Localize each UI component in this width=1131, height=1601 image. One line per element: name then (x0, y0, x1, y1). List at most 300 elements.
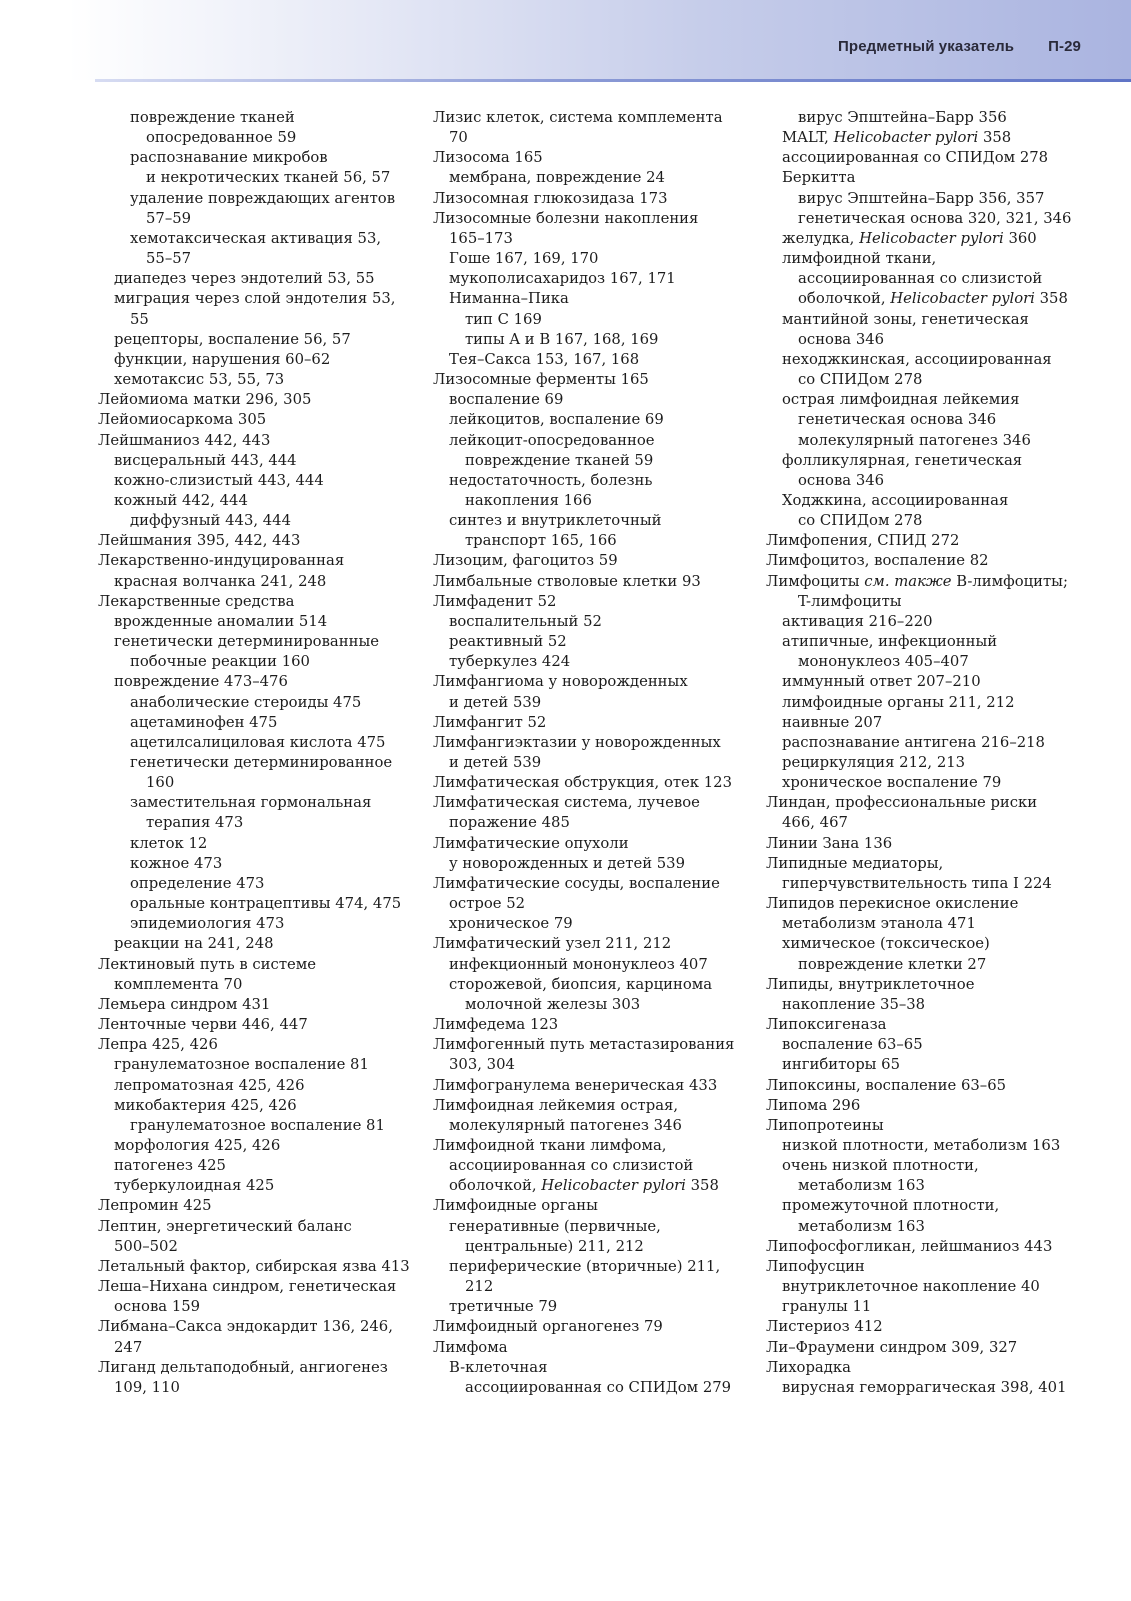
index-subentry (433, 410, 751, 430)
entry-text: мантийной зоны, генетическая (782, 310, 1029, 328)
index-subentry (433, 249, 751, 269)
entry-text: ассоциированная со слизистой (449, 1157, 694, 1175)
entry-text: Лизис клеток, система комплемента (433, 109, 723, 126)
entry-text: Лепромин 425 (98, 1197, 212, 1215)
entry-text: оболочкой, (449, 1177, 542, 1195)
entry-text: рецепторы, воспаление 56, 57 (114, 330, 351, 348)
entry-text: туберкулез 424 (449, 653, 571, 671)
entry-text: Лейомиома матки 296, 305 (98, 391, 312, 409)
entry-text: повреждение тканей 59 (465, 451, 654, 469)
entry-text: патогенез 425 (114, 1157, 226, 1175)
entry-text: Лизоцим, фагоцитоз 59 (433, 552, 618, 570)
index-subentry (98, 269, 416, 289)
entry-text: красная волчанка 241, 248 (114, 572, 327, 590)
index-subentry (98, 209, 416, 229)
entry-text: Тея–Сакса 153, 167, 168 (449, 350, 640, 368)
index-entry (433, 370, 751, 390)
index-subentry (98, 652, 416, 672)
index-subentry (766, 229, 1096, 249)
index-subentry (98, 854, 416, 874)
entry-text: опосредованное 59 (146, 129, 297, 147)
entry-text: комплемента 70 (114, 975, 243, 993)
entry-text: определение 473 (130, 874, 265, 892)
index-subentry (766, 350, 1096, 370)
index-entry (433, 793, 751, 813)
index-subentry (766, 209, 1096, 229)
index-entry (433, 1096, 751, 1116)
entry-text: Липофосфогликан, лейшманиоз 443 (766, 1237, 1053, 1255)
index-subentry (766, 1378, 1096, 1398)
index-subentry (766, 1156, 1096, 1176)
index-entry (766, 551, 1096, 571)
entry-text: врожденные аномалии 514 (114, 612, 328, 630)
entry-text: метаболизм 163 (798, 1217, 925, 1235)
index-subentry (98, 632, 416, 652)
entry-text: Лимфатический узел 211, 212 (433, 935, 672, 953)
index-subentry (98, 874, 416, 894)
index-subentry (98, 148, 416, 168)
entry-text-after: 358 (1034, 290, 1068, 308)
entry-text: Липоксигеназа (766, 1016, 887, 1034)
index-entry (98, 995, 416, 1015)
entry-text: вирусная геморрагическая 398, 401 (782, 1378, 1067, 1396)
index-subentry (98, 1096, 416, 1116)
index-subentry (433, 854, 751, 874)
index-subentry (98, 975, 416, 995)
entry-text: 212 (465, 1278, 494, 1296)
index-subentry (766, 733, 1096, 753)
entry-text: Лимбальные стволовые клетки 93 (433, 572, 701, 590)
entry-text: Лейшмания 395, 442, 443 (98, 532, 301, 550)
entry-text: распознавание антигена 216–218 (782, 733, 1045, 751)
entry-text: синтез и внутриклеточный (449, 512, 662, 530)
entry-text: 500–502 (114, 1237, 178, 1255)
index-subentry (766, 491, 1096, 511)
index-subentry (766, 451, 1096, 471)
index-subentry (433, 128, 751, 148)
entry-text: Лизосомная глюкозидаза 173 (433, 189, 668, 207)
index-entry (766, 793, 1096, 813)
index-subentry (98, 1136, 416, 1156)
index-subentry (766, 128, 1096, 148)
index-subentry (433, 269, 751, 289)
entry-text: 57–59 (146, 209, 192, 227)
entry-text: Лимфатическая система, лучевое (433, 794, 700, 812)
entry-text: и детей 539 (449, 754, 542, 771)
index-subentry (433, 1358, 751, 1378)
index-subentry (433, 894, 751, 914)
index-subentry (433, 1176, 751, 1196)
entry-text: Лимфангиэктазии у новорожденных (433, 733, 721, 751)
entry-text: очень низкой плотности, (782, 1157, 979, 1175)
entry-text: ацетаминофен 475 (130, 713, 278, 731)
entry-text: хемотаксис 53, 55, 73 (114, 371, 285, 389)
index-entry (433, 713, 751, 733)
index-entry (433, 1338, 751, 1358)
entry-text: Лептин, энергетический баланс (98, 1217, 352, 1235)
entry-text: ассоциированная со СПИДом 278 (782, 149, 1049, 167)
entry-text: внутриклеточное накопление 40 (782, 1278, 1040, 1296)
entry-text: Лимфатическая обструкция, отек 123 (433, 774, 732, 792)
index-entry (98, 551, 416, 571)
entry-text: основа 346 (798, 330, 885, 348)
entry-text-after: B-лимфоциты; (951, 572, 1068, 590)
entry-text: побочные реакции 160 (130, 653, 310, 671)
entry-text: заместительная гормональная (130, 794, 372, 812)
page-number: П-29 (1048, 38, 1081, 55)
index-subentry (98, 934, 416, 954)
entry-text: кожный 442, 444 (114, 491, 248, 509)
entry-text: кожно-слизистый 443, 444 (114, 471, 324, 489)
entry-text: наивные 207 (782, 713, 883, 731)
index-subentry (433, 1297, 751, 1317)
index-subentry (98, 471, 416, 491)
entry-italic-text: см. также (864, 572, 952, 590)
header-rule (95, 79, 1131, 82)
index-subentry (98, 310, 416, 330)
entry-text: Лейомиосаркома 305 (98, 411, 267, 429)
entry-text: лепроматозная 425, 426 (114, 1076, 305, 1094)
entry-text: хроническое 79 (449, 915, 573, 933)
entry-text: Лейшманиоз 442, 443 (98, 431, 271, 449)
entry-text: рециркуляция 212, 213 (782, 754, 966, 771)
index-subentry (433, 390, 751, 410)
entry-text: Лимфогенный путь метастазирования (433, 1036, 735, 1054)
index-entry (766, 531, 1096, 551)
index-entry (766, 1358, 1096, 1378)
entry-text: со СПИДом 278 (798, 371, 923, 389)
entry-text: Линдан, профессиональные риски (766, 794, 1038, 812)
index-subentry (433, 1237, 751, 1257)
index-subentry (766, 753, 1096, 773)
index-entry (433, 592, 751, 612)
index-entry (433, 934, 751, 954)
index-entry (98, 1277, 416, 1297)
entry-text: генетически детерминированное (130, 754, 393, 771)
index-subentry (98, 713, 416, 733)
index-subentry (98, 834, 416, 854)
entry-text: Лимфоидный органогенез 79 (433, 1318, 663, 1336)
index-subentry (433, 471, 751, 491)
entry-text: лимфоидной ткани, (782, 250, 937, 268)
entry-text: миграция через слой эндотелия 53, (114, 290, 396, 308)
entry-text: генетическая основа 320, 321, 346 (798, 209, 1072, 227)
entry-text-after: 360 (1003, 229, 1037, 247)
running-header (838, 38, 1081, 55)
entry-text: Ходжкина, ассоциированная (782, 491, 1009, 509)
entry-text: ассоциированная со слизистой (798, 270, 1043, 288)
entry-text: 109, 110 (114, 1378, 180, 1396)
index-subentry (766, 410, 1096, 430)
entry-text: Лимфоидной ткани лимфома, (433, 1136, 667, 1154)
index-subentry (433, 1277, 751, 1297)
entry-text: атипичные, инфекционный (782, 633, 998, 651)
entry-text: у новорожденных и детей 539 (449, 854, 686, 872)
entry-text-after: 358 (978, 129, 1012, 147)
entry-text: морфология 425, 426 (114, 1136, 281, 1154)
entry-text: мембрана, повреждение 24 (449, 169, 665, 187)
entry-text: желудка, (782, 229, 860, 247)
entry-text: Липома 296 (766, 1096, 861, 1114)
index-entry (433, 1196, 751, 1216)
index-subentry (98, 753, 416, 773)
entry-text: мукополисахаридоз 167, 171 (449, 270, 676, 288)
index-subentry (98, 693, 416, 713)
entry-italic-text: Helicobacter pylori (541, 1177, 686, 1195)
index-subentry (766, 1196, 1096, 1216)
index-subentry (433, 975, 751, 995)
entry-text: лейкоцит-опосредованное (449, 431, 655, 449)
entry-text: Либмана–Сакса эндокардит 136, 246, (98, 1318, 393, 1336)
entry-text: транспорт 165, 166 (465, 532, 617, 550)
index-entry (98, 1257, 416, 1277)
index-entry (433, 1136, 751, 1156)
entry-text: накопления 166 (465, 491, 592, 509)
entry-text: повреждение тканей (130, 109, 295, 126)
entry-text: вирус Эпштейна–Барр 356 (798, 109, 1007, 126)
entry-text: анаболические стероиды 475 (130, 693, 362, 711)
index-subentry (766, 431, 1096, 451)
index-entry (433, 189, 751, 209)
entry-text: удаление повреждающих агентов (130, 189, 396, 207)
entry-text: центральные) 211, 212 (465, 1237, 644, 1255)
entry-text: 70 (449, 129, 468, 147)
entry-text: Лекарственные средства (98, 592, 295, 610)
entry-text: молекулярный патогенез 346 (798, 431, 1031, 449)
entry-text: основа 346 (798, 471, 885, 489)
index-subentry (98, 108, 416, 128)
entry-text: основа 159 (114, 1298, 201, 1316)
entry-text: Беркитта (782, 169, 856, 187)
index-subentry (98, 1237, 416, 1257)
index-subentry (766, 511, 1096, 531)
entry-text: сторожевой, биопсия, карцинома (449, 975, 713, 993)
index-subentry (98, 1176, 416, 1196)
index-subentry (98, 1156, 416, 1176)
entry-text: Липидов перекисное окисление (766, 895, 1019, 913)
entry-text: повреждение клетки 27 (798, 955, 987, 973)
entry-text: Гоше 167, 169, 170 (449, 250, 599, 268)
index-subentry (766, 914, 1096, 934)
index-subentry (433, 1257, 751, 1277)
entry-text: накопление 35–38 (782, 995, 926, 1013)
index-subentry (766, 330, 1096, 350)
index-subentry (433, 652, 751, 672)
entry-text: 303, 304 (449, 1056, 515, 1074)
index-subentry (98, 1297, 416, 1317)
entry-text: молекулярный патогенез 346 (449, 1116, 682, 1134)
index-subentry (766, 1035, 1096, 1055)
entry-text: реакции на 241, 248 (114, 935, 274, 953)
index-subentry (98, 168, 416, 188)
index-entry (433, 773, 751, 793)
index-subentry (98, 350, 416, 370)
index-entry (766, 572, 1096, 592)
entry-text: химическое (токсическое) (782, 935, 990, 953)
index-column-3 (766, 108, 1096, 1398)
index-subentry (433, 914, 751, 934)
entry-text: B-клеточная (449, 1358, 548, 1376)
index-entry (98, 390, 416, 410)
entry-text: функции, нарушения 60–62 (114, 350, 331, 368)
entry-text: оболочкой, (798, 290, 891, 308)
index-subentry (98, 1076, 416, 1096)
index-column-2 (433, 108, 751, 1398)
index-subentry (766, 592, 1096, 612)
entry-text: Лекарственно-индуцированная (98, 552, 345, 570)
index-subentry (766, 471, 1096, 491)
entry-text: кожное 473 (130, 854, 223, 872)
index-entry (433, 1076, 751, 1096)
index-subentry (766, 813, 1096, 833)
index-subentry (433, 1156, 751, 1176)
entry-text: 55–57 (146, 250, 192, 268)
entry-text: Лиганд дельтаподобный, ангиогенез (98, 1358, 388, 1376)
index-entry (433, 1015, 751, 1035)
index-entry (766, 894, 1096, 914)
index-entry (766, 1317, 1096, 1337)
index-entry (766, 1096, 1096, 1116)
index-entry (433, 874, 751, 894)
index-subentry (98, 612, 416, 632)
entry-text: Листериоз 412 (766, 1318, 883, 1336)
entry-text-after: 358 (685, 1177, 719, 1195)
index-subentry (433, 632, 751, 652)
entry-text: генетическая основа 346 (798, 411, 997, 429)
index-entry (766, 854, 1096, 874)
entry-text: Лимфедема 123 (433, 1016, 559, 1034)
entry-text: Лимфангиома у новорожденных (433, 673, 688, 691)
index-subentry (433, 1378, 751, 1398)
entry-text: мононуклеоз 405–407 (798, 653, 969, 671)
entry-text: Лектиновый путь в системе (98, 955, 317, 973)
entry-text: распознавание микробов (130, 149, 328, 167)
entry-text: диапедез через эндотелий 53, 55 (114, 270, 375, 288)
index-subentry (766, 249, 1096, 269)
entry-text: туберкулоидная 425 (114, 1177, 275, 1195)
entry-text: Лимфатические сосуды, воспаление (433, 874, 720, 892)
entry-text: Летальный фактор, сибирская язва 413 (98, 1257, 410, 1275)
entry-text: неходжкинская, ассоциированная (782, 350, 1052, 368)
index-subentry (433, 310, 751, 330)
index-subentry (433, 1116, 751, 1136)
index-subentry (766, 269, 1096, 289)
index-subentry (766, 1277, 1096, 1297)
entry-text: метаболизм этанола 471 (782, 915, 976, 933)
entry-text: Лепра 425, 426 (98, 1036, 218, 1054)
entry-text: молочной железы 303 (465, 995, 641, 1013)
entry-text: Лимфоциты (766, 572, 865, 590)
entry-text: 466, 467 (782, 814, 848, 832)
index-entry (98, 1358, 416, 1378)
index-subentry (433, 491, 751, 511)
entry-text: Липоксины, воспаление 63–65 (766, 1076, 1007, 1094)
index-subentry (433, 693, 751, 713)
index-entry (98, 1035, 416, 1055)
entry-text: воспаление 69 (449, 391, 564, 409)
entry-text: Леша–Нихана синдром, генетическая (98, 1278, 397, 1296)
entry-text: Лимфогранулема венерическая 433 (433, 1076, 718, 1094)
entry-text: поражение 485 (449, 814, 570, 832)
index-subentry (98, 813, 416, 833)
entry-text: активация 216–220 (782, 612, 933, 630)
index-subentry (766, 1055, 1096, 1075)
index-subentry (433, 1055, 751, 1075)
index-subentry (98, 793, 416, 813)
index-entry (433, 572, 751, 592)
index-subentry (766, 1136, 1096, 1156)
entry-text: Лимфаденит 52 (433, 592, 557, 610)
index-subentry (766, 189, 1096, 209)
entry-text: терапия 473 (146, 814, 244, 832)
entry-text: Лимфома (433, 1338, 508, 1356)
index-entry (98, 410, 416, 430)
entry-text: Лимфоидная лейкемия острая, (433, 1096, 679, 1114)
entry-text: метаболизм 163 (798, 1177, 925, 1195)
index-subentry (766, 1176, 1096, 1196)
index-subentry (766, 773, 1096, 793)
entry-text: третичные 79 (449, 1298, 558, 1316)
index-entry (98, 1217, 416, 1237)
index-subentry (98, 189, 416, 209)
index-subentry (98, 370, 416, 390)
index-subentry (433, 451, 751, 471)
entry-text: диффузный 443, 444 (130, 512, 292, 530)
index-entry (433, 834, 751, 854)
index-subentry (766, 995, 1096, 1015)
entry-text: острое 52 (449, 895, 526, 913)
index-subentry (766, 632, 1096, 652)
entry-text: Лимфопения, СПИД 272 (766, 532, 960, 550)
entry-text: Лимфангит 52 (433, 713, 547, 731)
index-entry (98, 955, 416, 975)
entry-text: 165–173 (449, 229, 513, 247)
index-subentry (98, 128, 416, 148)
index-subentry (98, 672, 416, 692)
entry-text: эпидемиология 473 (130, 915, 285, 933)
entry-text: тип C 169 (465, 310, 542, 328)
index-subentry (766, 1217, 1096, 1237)
entry-text: лимфоидные органы 211, 212 (782, 693, 1015, 711)
index-subentry (766, 874, 1096, 894)
index-subentry (433, 229, 751, 249)
entry-text: хемотаксическая активация 53, (130, 229, 382, 247)
entry-text: гранулы 11 (782, 1298, 872, 1316)
index-subentry (433, 289, 751, 309)
entry-text: инфекционный мононуклеоз 407 (449, 955, 708, 973)
index-entry (766, 1237, 1096, 1257)
index-entry (98, 531, 416, 551)
index-subentry (98, 773, 416, 793)
index-subentry (766, 934, 1096, 954)
index-subentry (98, 733, 416, 753)
entry-text: Линии Зана 136 (766, 834, 893, 852)
entry-text: ассоциированная со СПИДом 279 (465, 1378, 732, 1396)
entry-text: 55 (130, 310, 149, 328)
entry-text: гранулематозное воспаление 81 (114, 1056, 369, 1074)
index-subentry (98, 1338, 416, 1358)
entry-text: типы A и B 167, 168, 169 (465, 330, 659, 348)
entry-text: ацетилсалициловая кислота 475 (130, 733, 386, 751)
entry-text: низкой плотности, метаболизм 163 (782, 1136, 1061, 1154)
entry-text: острая лимфоидная лейкемия (782, 391, 1020, 409)
index-subentry (433, 995, 751, 1015)
entry-text: гранулематозное воспаление 81 (130, 1116, 385, 1134)
index-subentry (766, 652, 1096, 672)
index-entry (766, 834, 1096, 854)
index-entry (766, 1015, 1096, 1035)
index-entry (98, 431, 416, 451)
